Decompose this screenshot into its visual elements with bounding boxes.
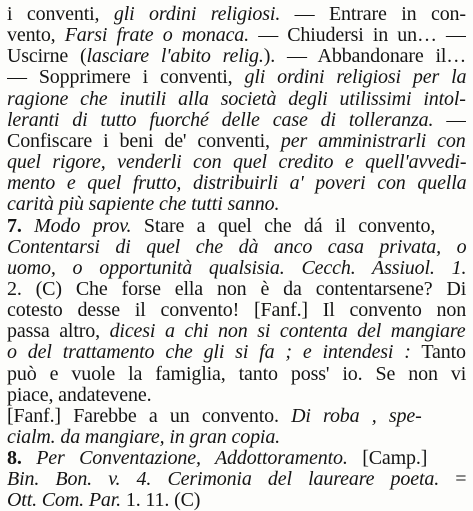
text-run: 1. 11. (C) [121, 489, 201, 511]
text-run: — Sopprimere i conventi, [7, 66, 245, 89]
text-run: Stare a quel che dá il convento, [131, 214, 436, 237]
text-run: Uscirne ( [7, 45, 87, 68]
italic-run: per amministrarli con [280, 129, 466, 152]
italic-run: uomo, o opportunità qualsisia. Cecch. Assiuol. 1. [7, 256, 466, 279]
italic-run: leranti di tutto fuorché delle case di tolleranza. [7, 108, 434, 131]
italic-run: carità più sapiente che tutti sanno. [7, 193, 280, 216]
italic-run: lasciare l'abito relig. [86, 45, 264, 68]
italic-run: gli ordini religiosi per la [244, 66, 466, 89]
text-run: passa altro, [7, 320, 110, 343]
italic-run: quel rigore, venderli con quel credito e quell'avvedi- [7, 151, 466, 174]
text-run: cotesto desse il convento! [Fanf.] Il convento non [7, 299, 466, 322]
italic-run: Di roba , spe- [291, 404, 422, 427]
italic-run: dicesi a chi non si contenta del mangiare [109, 320, 466, 343]
italic-run: Modo prov. [34, 214, 132, 237]
text-run [22, 215, 34, 237]
text-run: [Camp.] [347, 447, 428, 470]
italic-run: mento e quel frutto, distribuirli a' poveri con quella [7, 172, 466, 195]
italic-run: cialm. da mangiare, in gran copia. [7, 426, 281, 448]
text-run: 2. (C) Che forse ella non è da contentarsene? Di [7, 277, 466, 300]
italic-run: o del trattamento che gli si fa ; e intendesi : [7, 341, 411, 364]
text-run: Tanto [410, 341, 466, 364]
text-run: ). — Abbandonare il… [263, 45, 466, 68]
text-run: Confiscare i beni de' conventi, [7, 129, 281, 152]
text-run: può e vuole la famiglia, tanto poss' io. Se non vi [7, 362, 466, 385]
italic-run: gli ordini religiosi. [113, 3, 281, 25]
text-line [7, 488, 466, 511]
italic-run: Farsi frate o monaca. [64, 24, 250, 47]
text-run: — [433, 108, 466, 131]
sense-number: 8. [7, 447, 22, 470]
text-run: [Fanf.] Farebbe a un convento. [7, 404, 292, 427]
italic-run: ragione che inutili alla società degli utilissimi intol- [7, 87, 466, 110]
italic-run: Bin. Bon. v. 4. Cerimonia del laureare poeta. [7, 468, 440, 491]
italic-run: Contentarsi di quel che dà anco casa privata, o [7, 235, 466, 258]
text-run: — Entrare in con- [280, 3, 466, 25]
text-run: i conventi, [7, 3, 114, 25]
text-run: = [439, 468, 466, 491]
italic-run: Per Conventazione, Addottoramento. [36, 447, 348, 470]
text-run: piace, andatevene. [7, 383, 152, 406]
text-run: vento, [7, 24, 65, 47]
italic-run: Ott. Com. Par. [7, 489, 122, 511]
text-run [22, 447, 36, 469]
text-run: — Chiudersi in un… — [249, 24, 466, 47]
sense-number: 7. [7, 214, 22, 237]
